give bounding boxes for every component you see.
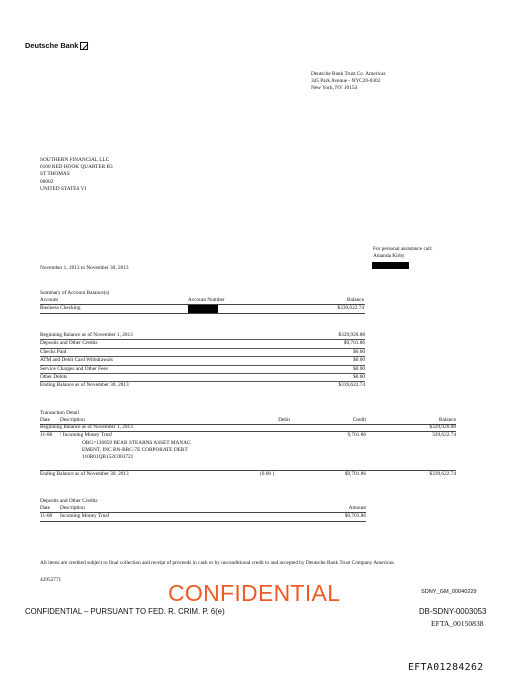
balance-label: Other Debits	[40, 373, 68, 380]
summary-header-balance: Balance	[346, 297, 364, 303]
tx-header-description: Description	[60, 417, 85, 423]
assistance-label: For personal assistance call:	[373, 246, 433, 252]
deutsche-bank-slash-icon	[80, 42, 88, 50]
bank-address	[311, 71, 386, 93]
footer-confidential-notice: CONFIDENTIAL – PURSUANT TO FED. R. CRIM. P. 6(e)	[25, 607, 225, 616]
balance-value: $0.00	[353, 365, 365, 372]
summary-header-account: Account	[40, 297, 58, 303]
dep-amount: $9,701.86	[344, 513, 366, 519]
balance-summary	[40, 332, 365, 390]
dep-header-amount: Amount	[348, 505, 366, 511]
balance-value: $329,920.88	[338, 332, 365, 338]
redaction-bar	[372, 262, 409, 269]
deposits-title: Deposits and Other Credits	[40, 498, 98, 504]
balance-value: $0.00	[353, 357, 365, 364]
tx-detail-line: 110R01QB152C003721	[82, 454, 134, 461]
tx-detail-line: ORG=126859 BEAR STEARNS ASSET MANAG	[82, 440, 191, 446]
balance-value: $339,622.74	[338, 382, 365, 389]
balance-label: Service Charges and Other Fees	[40, 365, 108, 372]
balance-label: Checks Paid	[40, 348, 67, 355]
confidential-stamp: CONFIDENTIAL	[168, 580, 341, 606]
tx-header-balance: Balance	[438, 417, 456, 423]
statement-period: November 1, 2013 to November 30, 2013	[40, 265, 129, 271]
balance-label: Ending Balance as of November 30, 2013	[40, 382, 129, 389]
balance-value: $0.00	[353, 373, 365, 380]
summary-header-number: Account Number	[188, 297, 225, 303]
summary-account: Business Checking	[40, 305, 81, 311]
tx-header-date: Date	[40, 417, 50, 423]
summary-title: Summary of Account Balance(s)	[40, 290, 110, 296]
bank-address-line: Deutsche Bank Trust Co. Americas	[311, 71, 386, 77]
bank-logo	[25, 41, 88, 50]
customer-address-line: ST THOMAS	[40, 171, 70, 178]
assistance-name: Amanda Kirby	[373, 253, 405, 260]
balance-row	[40, 357, 365, 365]
bank-address-line: New York, NY 10154	[311, 85, 358, 92]
tx-beginning-balance: $329,920.88	[429, 424, 456, 430]
reference-number: 42952771	[40, 577, 62, 583]
tx-description: ¹ Incoming Money Trnsf	[60, 432, 113, 438]
balance-row	[40, 366, 365, 374]
customer-address-line: UNITED STATES VI	[40, 185, 87, 192]
tx-date: 11-08	[40, 432, 53, 438]
redaction-bar	[188, 305, 218, 313]
tx-details	[82, 440, 191, 462]
document-id: EFTA01284262	[408, 662, 484, 673]
customer-address-line: SOUTHERN FINANCIAL LLC	[40, 157, 110, 163]
balance-row	[40, 382, 365, 389]
dep-header-date: Date	[40, 505, 50, 511]
customer-address-line: 00802	[40, 178, 54, 185]
customer-address	[40, 157, 113, 193]
balance-value: $9,701.86	[343, 340, 365, 347]
balance-value: $0.00	[353, 348, 365, 355]
dep-date: 11-08	[40, 513, 53, 519]
tx-detail-line: EMENT, INC BN-BRC-7E CORPORATE DEBT	[82, 447, 188, 454]
bank-address-line: 345 Park Avenue - NYC20-0302	[311, 78, 381, 85]
tx-ending-debit: (0.00 )	[260, 471, 275, 477]
footer-bates-number: DB-SDNY-0003053	[419, 607, 487, 616]
dep-header-description: Description	[60, 505, 85, 511]
tx-credit: 9,701.86	[347, 432, 366, 438]
tx-beginning-label: Beginning Balance as of November 1, 2013	[40, 424, 133, 430]
divider	[40, 313, 365, 314]
tx-balance: 339,622.74	[432, 432, 456, 438]
stamp-code: SDNY_GM_00040229	[421, 589, 477, 595]
tx-ending-label: Ending Balance as of November 30, 2013	[40, 471, 129, 477]
transaction-title: Transaction Detail	[40, 410, 80, 416]
balance-label: ATM and Debit Card Withdrawals	[40, 357, 113, 364]
tx-ending-credit: $9,701.86	[344, 471, 366, 477]
balance-row	[40, 349, 365, 357]
balance-label: Beginning Balance as of November 1, 2013	[40, 332, 133, 338]
footer-efta-number: EFTA_00150838	[431, 619, 484, 628]
disclaimer: All items are credited subject to final collection and receipt of proceeds in cash or by unconditional credit to and accepted by Deutsche Bank Trust Company Americas.	[40, 560, 395, 566]
assistance-block	[373, 246, 433, 260]
tx-header-debit: Debit	[278, 417, 290, 423]
tx-header-credit: Credit	[352, 417, 366, 423]
tx-ending-balance: $339,622.74	[429, 471, 456, 477]
balance-row	[40, 340, 365, 348]
dep-description: Incoming Money Trnsf	[60, 513, 110, 519]
balance-label: Deposits and Other Credits	[40, 340, 98, 347]
divider	[40, 521, 366, 522]
summary-balance: $339,622.74	[337, 305, 364, 311]
balance-row	[40, 332, 365, 340]
bank-logo-text: Deutsche Bank	[25, 41, 79, 50]
customer-address-line: 6100 RED HOOK QUARTER B3	[40, 164, 113, 171]
